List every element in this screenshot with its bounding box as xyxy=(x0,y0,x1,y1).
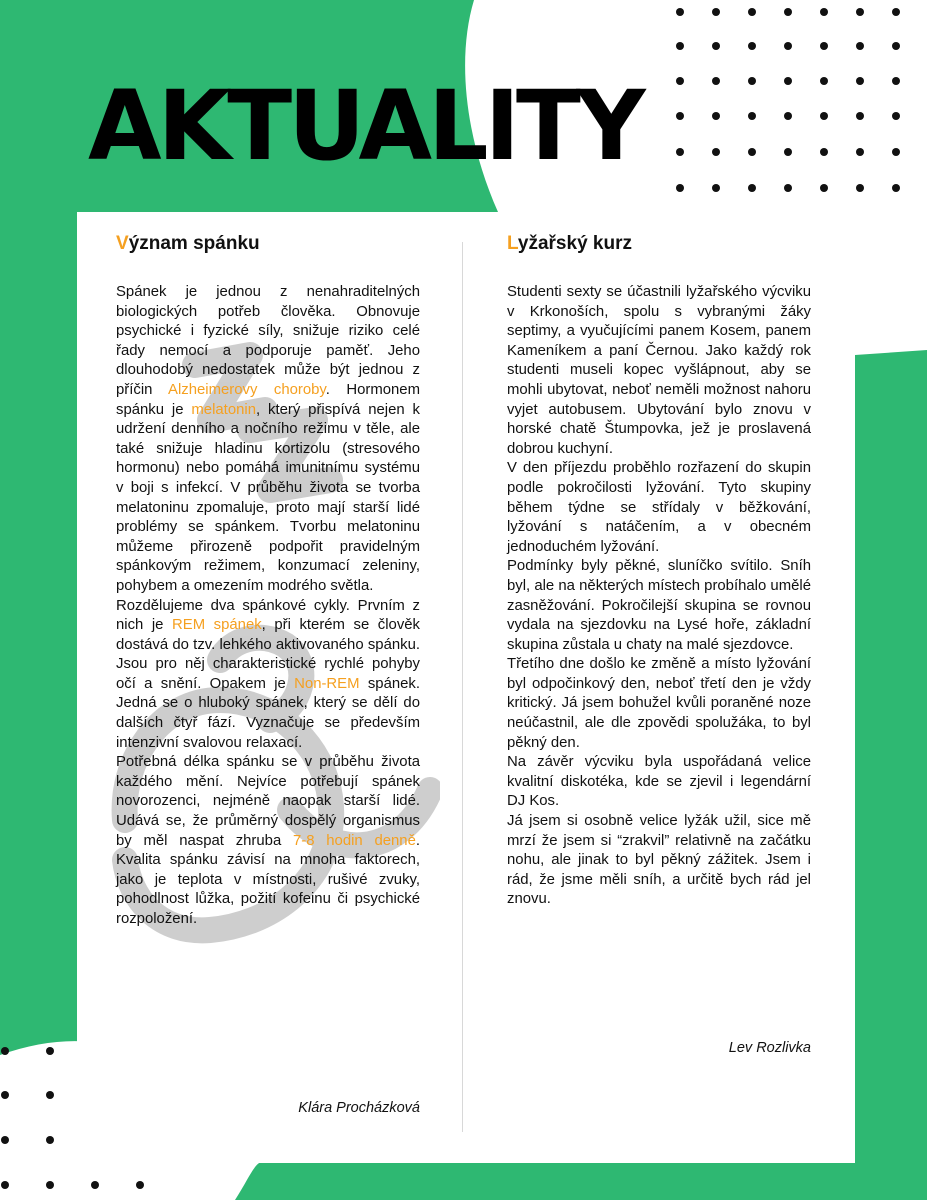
right-article-author: Lev Rozlivka xyxy=(728,1040,811,1056)
column-divider xyxy=(462,242,463,1132)
left-article-heading xyxy=(116,233,260,255)
text: . Kvalita spánku závisí na mnoha faktorech, jako je teplota v místnosti, rušivé zvuky, pohodlnost lůžka, požití kofeinu či psychické rozpoložení. xyxy=(116,832,420,927)
paragraph: Třetího dne došlo ke změně a místo lyžování byl odpočinkový den, neboť třetí den je vždy kritický. Já jsem bohužel kvůli poraněné noze neúčastnil, ale dle zpovědi spolužáka, to byl pěkný den. xyxy=(507,656,811,751)
highlight-term: Non-REM xyxy=(294,675,360,692)
text: . Hormonem spánku je xyxy=(116,381,420,418)
text: Spánek je jednou z nenahraditelných biologických potřeb člověka. Obnovuje psychické i fyzické síly, snižuje riziko celé řady nemocí a podporuje paměť. Jeho dlouhodobý nedostatek může být jednou z příčin xyxy=(116,284,420,398)
paragraph xyxy=(116,283,420,597)
left-article-body xyxy=(116,283,420,930)
paragraph: Studenti sexty se účastnili lyžařského výcviku v Krkonoších, spolu s vybranými žáky septimy, a vyučujícími panem Kosem, panem Kameníkem a paní Černou. Jako každý rok studenti museli kopec vyšlápnout, aby se mohli ubytovat, neboť neměli možnost nahoru vyjet autobusem. Ubytování bylo znovu v horské chatě Štumpovka, jež je proslavená dobrou kuchyní. xyxy=(507,284,811,457)
highlight-term: 7-8 hodin denně xyxy=(292,832,416,849)
highlight-term: melatonin xyxy=(191,401,256,418)
paragraph: V den příjezdu proběhlo rozřazení do skupin podle pokročilosti lyžování. Tyto skupiny během týdne se střídaly v běžkování, lyžování s natáčením, a v obecném jednoduchém lyžování. xyxy=(507,460,811,555)
right-article-body xyxy=(507,283,811,910)
heading-text: ýznam spánku xyxy=(128,233,260,254)
text: spánek. Jedná se o hluboký spánek, který se dělí do dalších čtyř fází. Vyznačuje se především intenzivní svalovou relaxací. xyxy=(116,675,420,751)
paragraph: Na závěr výcviku byla uspořádaná velice kvalitní diskotéka, kde se zjevil i legendární DJ Kos. xyxy=(507,754,811,810)
left-article-author: Klára Procházková xyxy=(298,1100,420,1116)
highlight-term: REM spánek xyxy=(172,617,262,634)
page-title: AKTUALITY xyxy=(88,70,642,182)
paragraph: Já jsem si osobně velice lyžák užil, sice mě mrzí že jsem si “zrakvil” relativně na začátku nohu, ale jinak to byl pěkný zážitek. Jsem i rád, že jsme měli sníh, a určitě bych rád jel znovu. xyxy=(507,813,811,908)
text: , při kterém se člověk dostává do tzv. lehkého aktivovaného spánku. Jsou pro něj charakteristické rychlé pohyby očí a snění. Opakem je xyxy=(116,617,420,692)
dots-pattern-top xyxy=(668,0,927,200)
highlight-term: Alzheimerovy choroby xyxy=(168,381,326,398)
paragraph xyxy=(116,597,420,754)
paragraph xyxy=(116,753,420,929)
heading-initial: L xyxy=(507,233,518,254)
heading-text: yžařský kurz xyxy=(517,233,632,254)
paragraph: Podmínky byly pěkné, sluníčko svítilo. Sníh byl, ale na některých místech probíhalo umělé zasněžování. Pokročilejší skupina se rovnou vydala na sjezdovku na Lysé hoře, základní skupina zůstala u chaty na malé sjezdovce. xyxy=(507,558,811,653)
right-article-heading xyxy=(507,233,632,255)
text: Potřebná délka spánku se v průběhu života každého mění. Nejvíce potřebují spánek novorozenci, nejméně naopak starší lidé. Udává se, že průměrný dospělý organismus by měl naspat zhruba xyxy=(116,754,420,849)
text: , který přispívá nejen k udržení denního a nočního režimu v těle, ale také snižuje hladinu kortizolu (stresového hormonu) nebo pomáhá imunitnímu systému v boji s infekcí. V průběhu života se tvorba melatoninu zpomaluje, proto mají starší lidé problémy se spánkem. Tvorbu melatoninu můžeme přirozeně podpořit pravidelným spánkovým režimem, konzumací zeleniny, pohybem a omezením modrého světla. xyxy=(116,401,420,594)
heading-initial: V xyxy=(116,233,129,254)
text: Rozdělujeme dva spánkové cykly. Prvním z nich je xyxy=(116,597,420,634)
